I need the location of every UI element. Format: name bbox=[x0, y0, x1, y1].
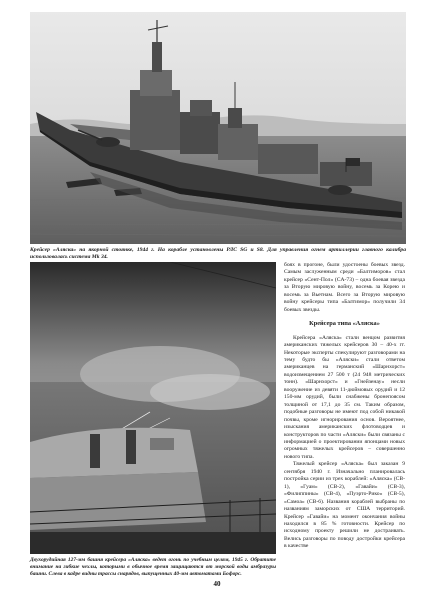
article-intro: боях в прогоне, были удостоены боевых звезд. Самым заслуженным среди «Балтиморов» стал крейсер «Сент-Пол» (CA-73) – одна боевая звезда за Вторую мировую войну, восемь за Корею и восемь за Вьетнам. Всего за Вторую мировую войну крейсеры типа «Балтимор» получили 34 боевых звезды. bbox=[284, 262, 405, 313]
article-paragraph: Крейсера «Аляска» стали венцом развития американских тяжелых крейсеров 30 – 40-х гг. Некоторые эксперты спекулируют разговорами на тему будто бы «Аляски» стали ответом американцев на германский «Шарнхорст» водоизмещением 27 500 т (24 948 метрических тонн). «Шарнхорст» и «Гнейзенау» несли вооружение из девяти 11-дюймовых орудий и 12 150-мм орудий, были снабжены бронепоясом толщиной от 17,1 до 35 см. Таким образом, подобные разговоры не имеют под собой никакой почвы, кроме игнорирования основ. Вероятнее, изыскания американских флотоводцев и конструкторов по части «Аляски» были связаны с информацией о проектировании японцами новых огромных тяжелых крейсеров – совершенно нового типа. bbox=[284, 334, 405, 460]
article-column bbox=[284, 262, 405, 551]
bottom-photo bbox=[30, 262, 276, 554]
section-heading: Крейсера типа «Аляска» bbox=[309, 320, 380, 328]
bottom-photo-caption: Двухорудийная 127-мм башня крейсера «Аляска» ведет огонь по учебным целям, 1945 г. Обратите внимание на гибкие чехлы, которыми в обычное время защищаются от морской воды амбразуры башни. Слева в кадре видны трассы снарядов, выпущенных 40-мм автоматами Бофорс. bbox=[30, 557, 276, 577]
page-number: 40 bbox=[213, 580, 221, 588]
top-photo bbox=[30, 12, 406, 244]
article-paragraph: Тяжелый крейсер «Аляска» был заказан 9 сентября 1940 г. Изначально планировалась постройка серии из трех кораблей: «Аляска» (CB-1), «Гуам» (CB-2), «Гавайи» (CB-3), «Филиппины» (CB-4), «Пуэрто-Рико» (CB-5), «Самоа» (CB-6). Названия кораблей выбраны по названиям заморских от США территорий. Крейсер «Гавайи» на момент окончания войны находился в 85 % готовности. Крейсер по исходному проекту решили не достраивать. Велись разговоры по поводу достройки крейсера в качестве bbox=[284, 461, 405, 550]
top-photo-caption: Крейсер «Аляска» на якорной стоянке, 1944 г. На корабле установлены РЛС SG и S8. Для управления огнем артиллерии главного калибра использовалась система Mk 34. bbox=[30, 247, 406, 261]
